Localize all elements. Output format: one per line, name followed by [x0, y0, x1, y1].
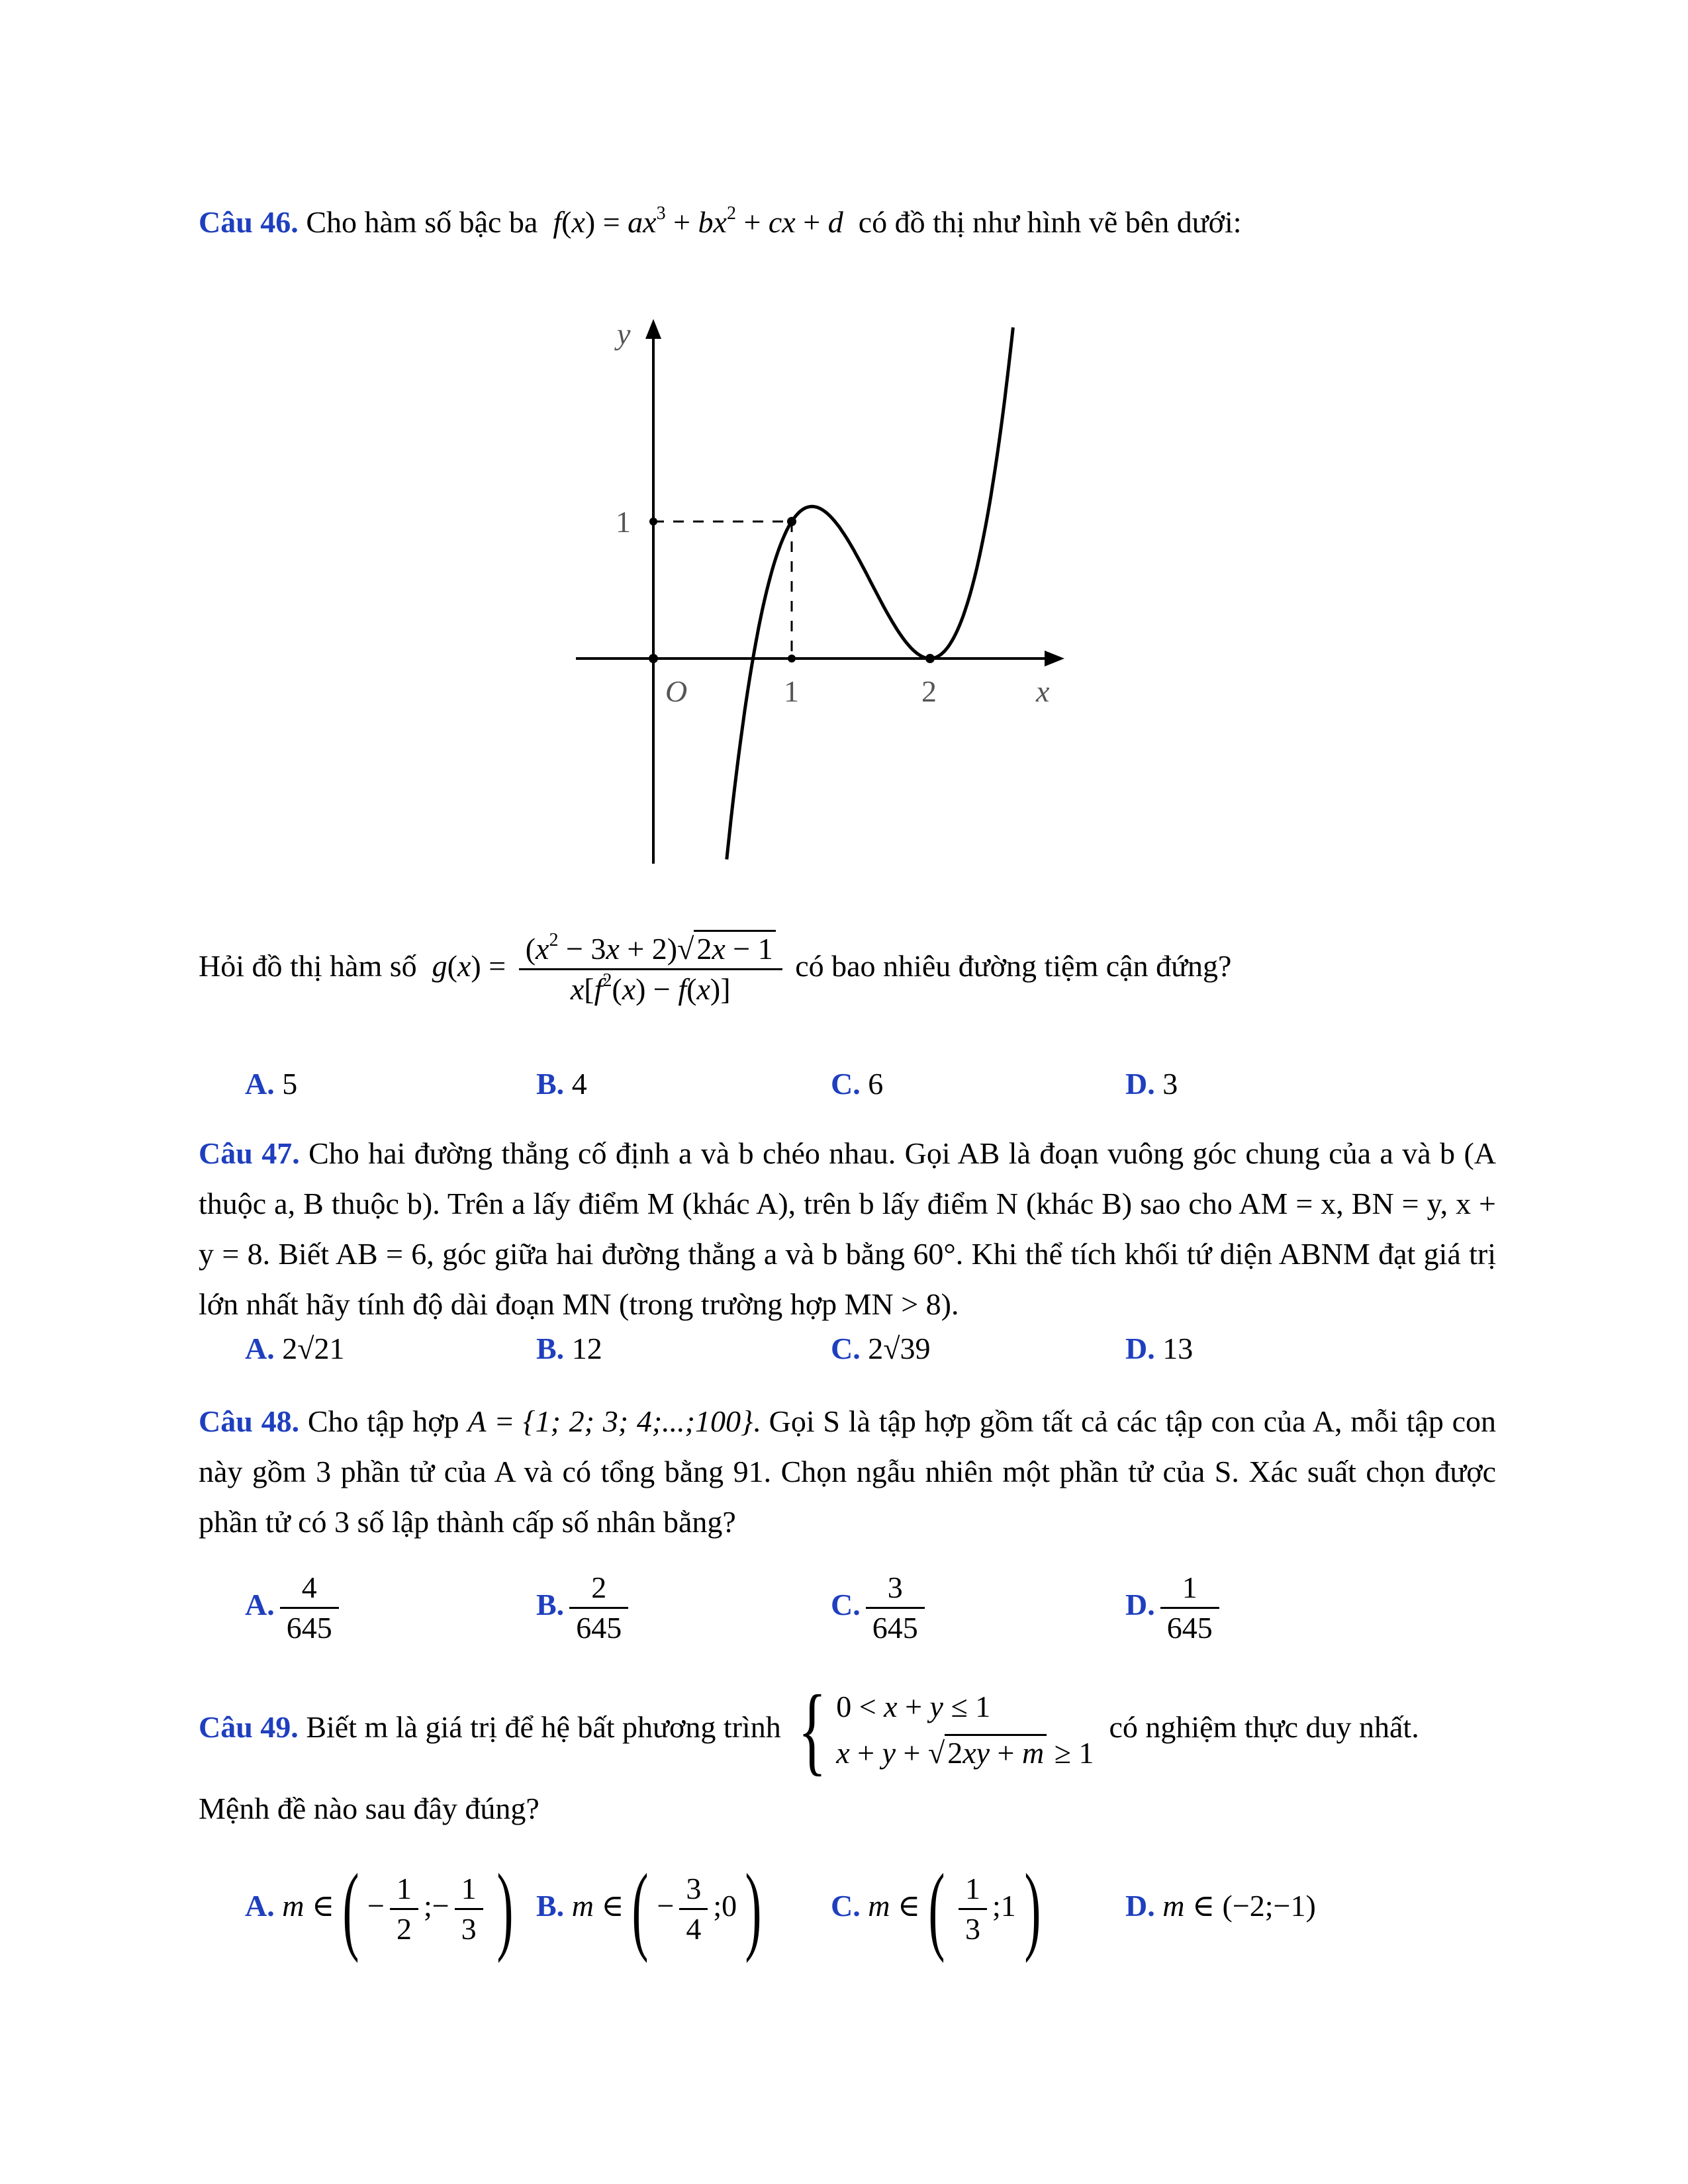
- q49-option-a[interactable]: A. m ∈( − $\frac{1}{2}$ ;− $\frac{1}{3}$ ): [245, 1854, 514, 1964]
- q49-stem: Câu 49. Biết m là giá trị để hệ bất phương trình { 0 < x + y ≤ 1 x + y + √2xy + m ≥ 1 có nghiệm thực duy nhất.: [199, 1675, 1419, 1786]
- q48-option-c[interactable]: C. $\frac{3}{645}$: [831, 1569, 930, 1647]
- q47-text: Cho hai đường thẳng cố định a và b chéo nhau. Gọi AB là đoạn vuông góc chung của a và b (A thuộc a, B thuộc b). Trên a lấy điểm M (khác A), trên b lấy điểm N (khác B) sao cho AM = x, BN = y, x + y = 8. Biết AB = 6, góc giữa hai đường thẳng a và b bằng 60°. Khi thể tích khối tứ diện ABNM đạt giá trị lớn nhất hãy tính độ dài đoạn MN (trong trường hợp MN > 8).: [199, 1136, 1496, 1321]
- point-origin: [649, 654, 658, 663]
- q48-option-a[interactable]: A. $\frac{4}{645}$: [245, 1569, 344, 1647]
- q49-system: 0 < x + y ≤ 1 x + y + √2xy + m ≥ 1: [836, 1690, 1094, 1770]
- q48-text1: Cho tập hợp: [307, 1404, 459, 1438]
- q47-option-c[interactable]: C. 2√39: [831, 1332, 931, 1365]
- q47-option-a[interactable]: A. 2√21: [245, 1332, 345, 1365]
- point-1-1: [787, 517, 796, 526]
- q48-options: [199, 1569, 1496, 1661]
- q48-set: A = {1; 2; 3; 4;...;100}: [467, 1404, 753, 1438]
- q47-option-d[interactable]: D. 13: [1125, 1332, 1194, 1365]
- x-axis-label: x: [1036, 674, 1050, 708]
- x-axis-arrow: [1045, 651, 1064, 666]
- q49-text3: Mệnh đề nào sau đây đúng?: [199, 1792, 539, 1825]
- q48-label: Câu 48.: [199, 1404, 300, 1438]
- q49-text2: có nghiệm thực duy nhất.: [1109, 1710, 1419, 1744]
- q49-option-d[interactable]: D. m ∈ (−2;−1): [1125, 1889, 1316, 1923]
- q46-graph: [569, 311, 1072, 874]
- tick-y-1: 1: [616, 505, 631, 539]
- q49-question: [199, 1784, 1496, 1834]
- origin-label: O: [665, 674, 688, 708]
- q48-option-b[interactable]: B. $\frac{2}{645}$: [536, 1569, 633, 1647]
- q46-text1: Cho hàm số bậc ba: [306, 205, 538, 239]
- point-x1: [788, 655, 796, 662]
- point-y1: [649, 518, 657, 525]
- q49-option-b[interactable]: B. m ∈( − $\frac{3}{4}$ ;0): [536, 1854, 762, 1964]
- q49-options: [199, 1853, 1496, 1964]
- q49-option-c[interactable]: C. m ∈( $\frac{1}{3}$ ;1): [831, 1854, 1041, 1964]
- tick-x-1: 1: [784, 674, 799, 708]
- q46-option-d[interactable]: D. 3: [1125, 1067, 1178, 1101]
- point-2-0: [925, 654, 935, 663]
- q46-option-a[interactable]: A. 5: [245, 1067, 298, 1101]
- y-axis-arrow: [645, 319, 661, 339]
- q47-option-b[interactable]: B. 12: [536, 1332, 602, 1365]
- q48-stem: [199, 1396, 1496, 1547]
- q47-options: [199, 1324, 1496, 1396]
- tick-x-2: 2: [921, 674, 937, 708]
- y-axis-label: y: [617, 317, 631, 351]
- g-fraction: $\frac{(x^2 - 3x + 2)√2x - 1}{x[f^2(x) - f(x)]}$: [519, 930, 782, 1009]
- q47-stem: [199, 1128, 1496, 1330]
- q46-stem: Câu 46. Cho hàm số bậc ba $f(x) = ax^3 + bx^2$ + cx + d có đồ thị như hình vẽ bên dưới:: [199, 203, 1242, 239]
- q46-option-c[interactable]: C. 6: [831, 1067, 884, 1101]
- q46-question1: Hỏi đồ thị hàm số: [199, 949, 417, 983]
- q49-label: Câu 49.: [199, 1710, 299, 1744]
- q46-text2: có đồ thị như hình vẽ bên dưới:: [858, 205, 1242, 239]
- q46-option-b[interactable]: B. 4: [536, 1067, 587, 1101]
- q46-label: Câu 46.: [199, 205, 299, 239]
- q48-text2: . Gọi S là tập hợp gồm tất cả các tập con của A, mỗi tập con này gồm 3 phần tử của A và có tổng bằng 91. Chọn ngẫu nhiên một phần tử của S. Xác suất chọn được phần tử có 3 số lập thành cấp số nhân bằng?: [199, 1404, 1497, 1539]
- q46-question: Hỏi đồ thị hàm số g(x) = $\frac{(x^2 - 3x + 2)√2x - 1}{x[f^2(x) - f(x)]}$ có bao nhiêu đường tiệm cận đứng?: [199, 930, 1496, 1009]
- cubic-curve: [727, 328, 1013, 860]
- q46-options: [199, 1059, 1496, 1132]
- q49-text1: Biết m là giá trị để hệ bất phương trình: [306, 1710, 781, 1744]
- q48-option-d[interactable]: D. $\frac{1}{645}$: [1125, 1569, 1225, 1647]
- q47-label: Câu 47.: [199, 1136, 300, 1170]
- q46-function: f: [553, 205, 562, 239]
- q46-question2: có bao nhiêu đường tiệm cận đứng?: [795, 949, 1232, 983]
